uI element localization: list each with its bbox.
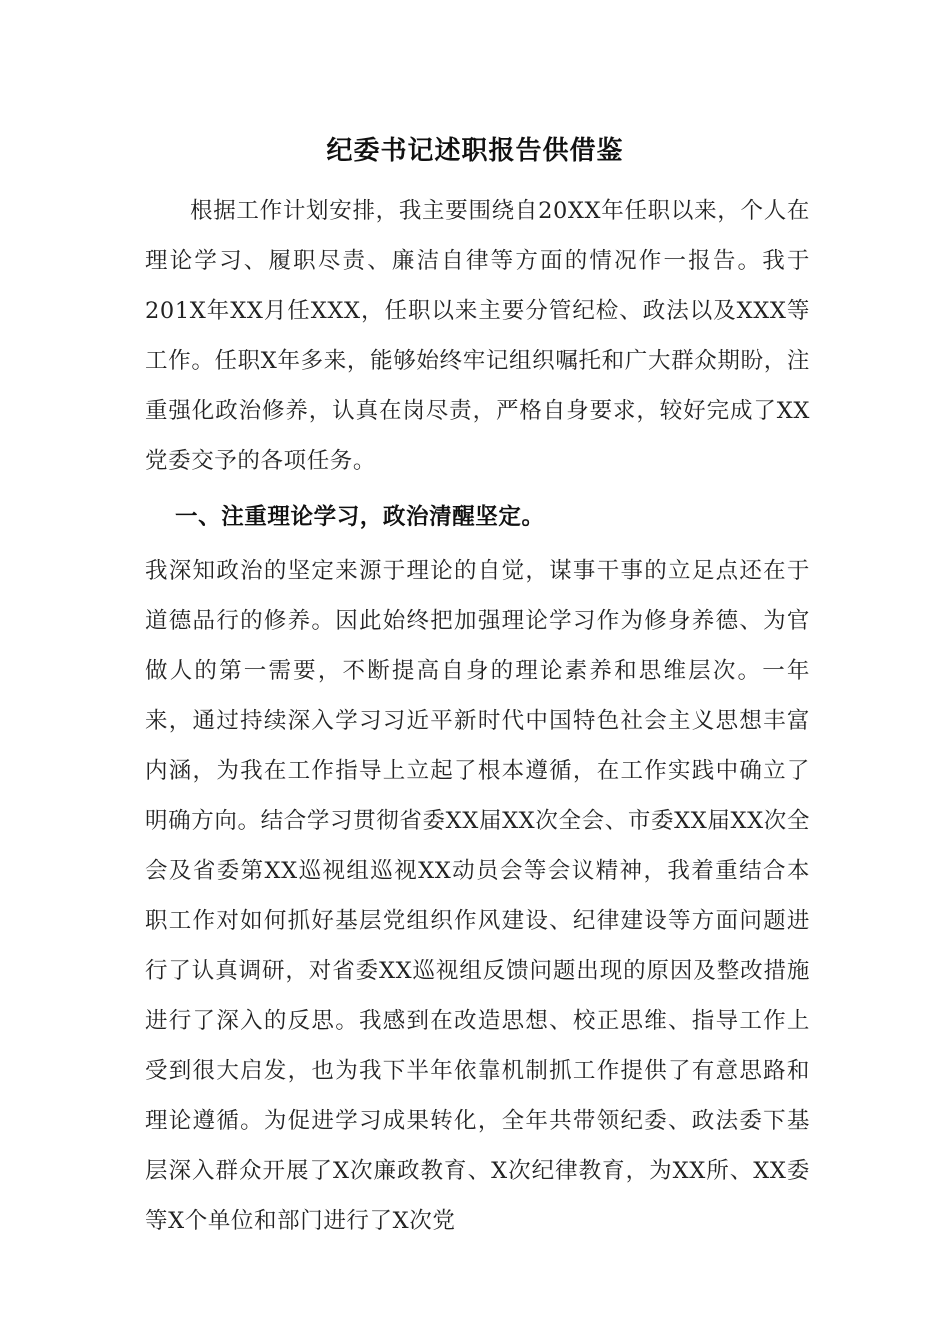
section-paragraph: 我深知政治的坚定来源于理论的自觉，谋事干事的立足点还在于道德品行的修养。因此始终把加强理论学习作为修身养德、为官做人的第一需要，不断提高自身的理论素养和思维层次。一年来，通过持续深入学习习近平新时代中国特色社会主义思想丰富内涵，为我在工作指导上立起了根本遵循，在工作实践中确立了明确方向。结合学习贯彻省委XX届XX次全会、市委XX届XX次全会及省委第XX巡视组巡视XX动员会等会议精神，我着重结合本职工作对如何抓好基层党组织作风建设、纪律建设等方面问题进行了认真调研，对省委XX巡视组反馈问题出现的原因及整改措施进行了深入的反思。我感到在改造思想、校正思维、指导工作上受到很大启发，也为我下半年依靠机制抓工作提供了有意思路和理论遵循。为促进学习成果转化，全年共带领纪委、政法委下基层深入群众开展了X次廉政教育、X次纪律教育，为XX所、XX委等X个单位和部门进行了X次党 xyxy=(145,558,810,1234)
section-heading: 一、注重理论学习，政治清醒坚定。 xyxy=(175,504,545,530)
document-title: 纪委书记述职报告供借鉴 xyxy=(326,136,624,166)
intro-paragraph: 根据工作计划安排，我主要围绕自20XX年任职以来，个人在理论学习、履职尽责、廉洁自律等方面的情况作一报告。我于201X年XX月任XXX，任职以来主要分管纪检、政法以及XXX等工作。任职X年多来，能够始终牢记组织嘱托和广大群众期盼，注重强化政治修养，认真在岗尽责，严格自身要求，较好完成了XX党委交予的各项任务。 xyxy=(145,198,810,474)
